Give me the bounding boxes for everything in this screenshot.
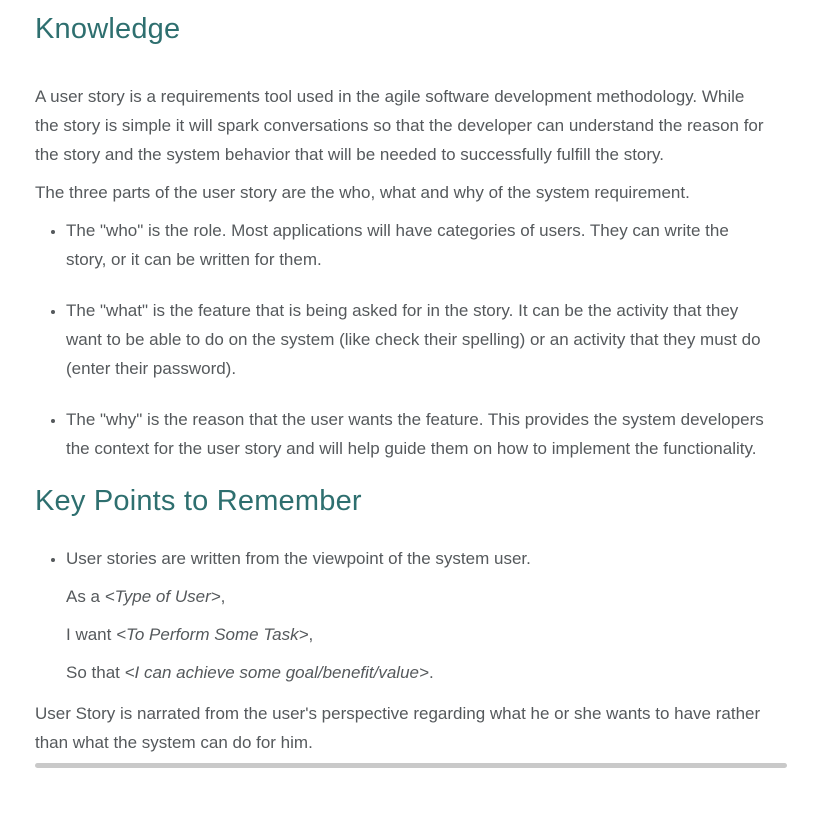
section-heading-key-points: Key Points to Remember — [35, 485, 362, 517]
template-placeholder: <I can achieve some goal/benefit/value> — [124, 663, 429, 682]
list-item-why: • The "why" is the reason that the user wants the feature. This provides the system developers the context for the user story and will help guide them on how to implement the functionality. — [66, 405, 765, 463]
viewpoint-text: • User stories are written from the viewpoint of the system user. — [66, 549, 531, 568]
closing-paragraph: User Story is narrated from the user's perspective regarding what he or she wants to have rather than what the system can do for him. — [35, 704, 761, 752]
template-prefix: I want — [66, 625, 117, 644]
template-placeholder: <To Perform Some Task> — [116, 625, 309, 644]
key-points-list — [35, 544, 765, 687]
template-prefix: As a — [66, 587, 105, 606]
story-template-line-i-want — [66, 620, 765, 649]
three-parts-paragraph: The three parts of the user story are the who, what and why of the system requirement. — [35, 183, 690, 202]
list-item-who: • The "who" is the role. Most applications will have categories of users. They can write the story, or it can be written for them. — [66, 216, 765, 274]
story-template-line-so-that — [66, 658, 765, 687]
horizontal-scrollbar-thumb[interactable] — [35, 763, 787, 768]
template-prefix: So that — [66, 663, 125, 682]
list-item-viewpoint — [66, 544, 765, 687]
intro-paragraph: A user story is a requirements tool used in the agile software development methodology. While the story is simple it will spark conversations so that the developer can understand the reason for the story and the system behavior that will be needed to successfully fulfill the story. — [35, 87, 764, 164]
template-suffix: , — [308, 625, 314, 644]
list-item-what: • The "what" is the feature that is being asked for in the story. It can be the activity that they want to be able to do on the system (like check their spelling) or an activity that they must do (enter their password). — [66, 296, 765, 383]
text-column — [35, 13, 765, 757]
section-heading-knowledge: Knowledge — [35, 13, 181, 45]
template-suffix: , — [220, 587, 226, 606]
template-suffix: . — [428, 663, 434, 682]
story-template-line-as-a — [66, 582, 765, 611]
story-parts-list — [35, 216, 765, 463]
template-placeholder: <Type of User> — [104, 587, 221, 606]
